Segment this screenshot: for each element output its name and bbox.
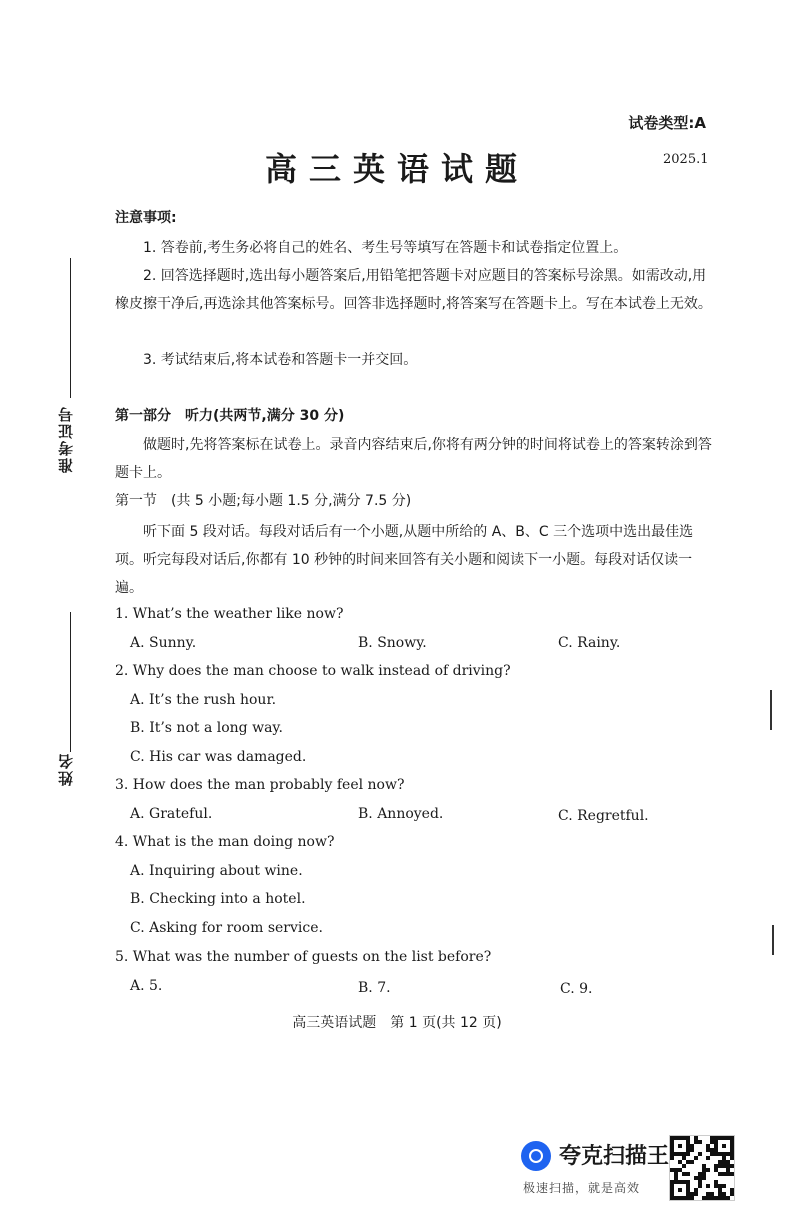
qr-code-icon <box>669 1135 735 1201</box>
question-stem: 3. How does the man probably feel now? <box>115 777 405 793</box>
section1-description: 听下面 5 段对话。每段对话后有一个小题,从题中所给的 A、B、C 三个选项中选出最佳选项。听完每段对话后,你都有 10 秒钟的时间来回答有关小题和阅读下一小题。每段对话仅读一遍。 <box>115 524 694 596</box>
question-stem: 5. What was the number of guests on the list before? <box>115 949 492 965</box>
option: C. Asking for room service. <box>130 920 323 936</box>
option: C. His car was damaged. <box>130 749 307 765</box>
scan-edge-mark <box>770 690 772 730</box>
notice-item-2: 2. 回答选择题时,选出每小题答案后,用铅笔把答题卡对应题目的答案标号涂黑。如需改动,用橡皮擦干净后,再选涂其他答案标号。回答非选择题时,将答案写在答题卡上。写在本试卷上无效。 <box>115 268 712 312</box>
part1-heading: 第一部分 听力(共两节,满分 30 分) <box>115 408 345 424</box>
question-stem: 4. What is the man doing now? <box>115 834 335 850</box>
option: A. Inquiring about wine. <box>130 863 303 879</box>
scan-edge-mark <box>772 925 774 955</box>
option: B. 7. <box>358 980 391 996</box>
question-stem: 1. What’s the weather like now? <box>115 606 344 622</box>
notice-item-3: 3. 考试结束后,将本试卷和答题卡一并交回。 <box>143 352 418 368</box>
question-stem: 2. Why does the man choose to walk instead of driving? <box>115 663 511 679</box>
option: A. Grateful. <box>130 806 213 822</box>
scanner-brand: 夸克扫描王 <box>559 1144 670 1169</box>
exam-id-label: 准考证号 <box>57 405 75 473</box>
option: A. Sunny. <box>130 635 197 651</box>
option: B. Annoyed. <box>358 806 444 822</box>
option: A. It’s the rush hour. <box>130 692 277 708</box>
page-footer: 高三英语试题 第 1 页(共 12 页) <box>292 1015 502 1031</box>
option: C. 9. <box>560 981 593 997</box>
option: C. Rainy. <box>558 635 621 651</box>
paper-type: 试卷类型:A <box>628 114 706 132</box>
scanner-slogan: 极速扫描，就是高效 <box>523 1181 641 1195</box>
name-label: 姓名 <box>57 752 75 786</box>
option: C. Regretful. <box>558 808 649 824</box>
option: B. It’s not a long way. <box>130 720 283 736</box>
quark-logo-icon <box>521 1141 551 1171</box>
option: B. Snowy. <box>358 635 427 651</box>
notice-heading: 注意事项: <box>115 210 177 226</box>
notice-item-1: 1. 答卷前,考生务必将自己的姓名、考生号等填写在答题卡和试卷指定位置上。 <box>143 240 628 256</box>
name-underline <box>70 612 71 752</box>
option: B. Checking into a hotel. <box>130 891 306 907</box>
exam-date: 2025.1 <box>663 152 709 167</box>
option: A. 5. <box>130 978 163 994</box>
section1-heading: 第一节 (共 5 小题;每小题 1.5 分,满分 7.5 分) <box>115 493 412 509</box>
page-title: 高三英语试题 <box>264 150 529 188</box>
exam-id-underline <box>70 258 71 398</box>
part1-description: 做题时,先将答案标在试卷上。录音内容结束后,你将有两分钟的时间将试卷上的答案转涂到答题卡上。 <box>115 437 712 481</box>
